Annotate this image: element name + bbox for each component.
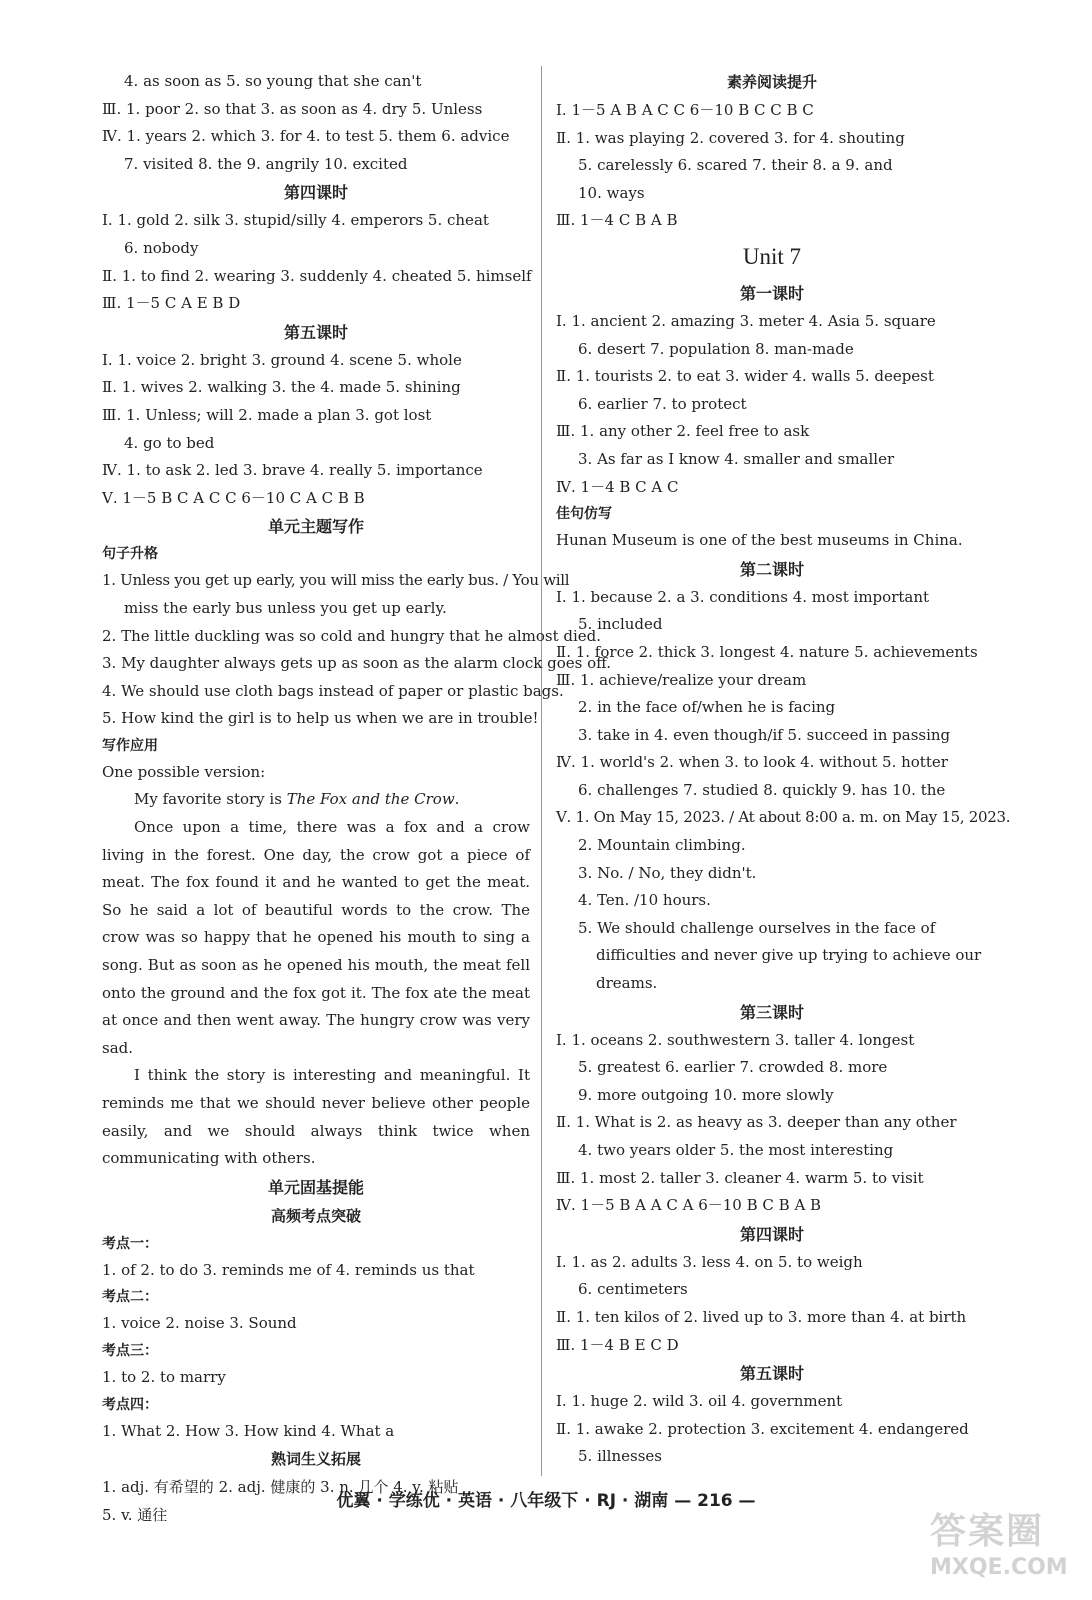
answer-line: 1. What 2. How 3. How kind 4. What a — [102, 1421, 395, 1440]
answer-line: Ⅳ. 1－4 B C A C — [556, 477, 679, 496]
sub-heading: 考点一： — [102, 1235, 158, 1252]
sub-heading: 考点三： — [102, 1342, 158, 1359]
line-punct: . — [454, 790, 460, 809]
answer-line: Ⅲ. 1－4 B E C D — [556, 1335, 679, 1354]
answer-line: Ⅳ. 1. years 2. which 3. for 4. to test 5. them 6. advice — [102, 127, 510, 146]
answer-line: Ⅰ. 1. voice 2. bright 3. ground 4. scene 5. whole — [102, 350, 462, 369]
sub-heading: 考点四： — [102, 1396, 158, 1413]
answer-line: Ⅲ. 1－4 C B A B — [556, 211, 678, 230]
section-heading: 第二课时 — [739, 559, 804, 579]
answer-line: 7. visited 8. the 9. angrily 10. excited — [124, 154, 408, 173]
answer-line: Ⅴ. 1. On May 15, 2023. / At about 8:00 a. m. on May 15, 2023. — [556, 808, 1011, 827]
answer-line: Ⅱ. 1. to find 2. wearing 3. suddenly 4. cheated 5. himself — [102, 266, 532, 285]
sub-heading: 写作应用 — [102, 737, 158, 754]
answer-line: 3. No. / No, they didn't. — [578, 863, 757, 882]
answer-line: 4. go to bed — [124, 433, 215, 452]
answer-line: 3. take in 4. even though/if 5. succeed in passing — [578, 725, 951, 744]
answer-line: Ⅴ. 1－5 B C A C C 6－10 C A C B B — [102, 488, 365, 507]
answer-line: 6. nobody — [124, 238, 199, 257]
answer-line: 2. in the face of/when he is facing — [578, 698, 836, 717]
answer-line: 5. We should challenge ourselves in the face of difficulties and never give up trying to achieve our dreams. — [578, 918, 982, 993]
answer-line: 6. desert 7. population 8. man-made — [578, 339, 854, 358]
answer-line: 2. The little duckling was so cold and hungry that he almost died. — [102, 626, 602, 645]
answer-line: Ⅱ. 1. wives 2. walking 3. the 4. made 5. shining — [102, 378, 461, 397]
answer-line: Ⅰ. 1. because 2. a 3. conditions 4. most important — [556, 587, 930, 606]
watermark-logo — [930, 1510, 1080, 1590]
section-heading: 素养阅读提升 — [726, 73, 817, 91]
section-heading: 高频考点突破 — [270, 1206, 361, 1225]
essay-paragraph: Once upon a time, there was a fox and a crow living in the forest. One day, the crow got a piece of meat. The fox found it and he wanted to get the meat. So he said a lot of beautiful words to the crow. The crow was so happy that he opened his mouth to sing a song. But as soon as he opened his mouth, the meat fell onto the ground and the fox got it. The fox ate the meat at once and then went away. The hungry crow was very sad. — [102, 818, 530, 1057]
answer-line: Ⅰ. 1. as 2. adults 3. less 4. on 5. to weigh — [556, 1252, 863, 1271]
answer-line: Ⅳ. 1. world's 2. when 3. to look 4. without 5. hotter — [556, 753, 948, 772]
answer-line: Ⅳ. 1. to ask 2. led 3. brave 4. really 5. importance — [102, 461, 483, 480]
page-footer: 优翼 · 学练优 · 英语 · 八年级下 · RJ · 湖南 — 216 — — [336, 1491, 756, 1511]
answer-line: Ⅳ. 1－5 B A A C A 6－10 B C B A B — [556, 1196, 822, 1215]
answer-line: Ⅰ. 1. gold 2. silk 3. stupid/silly 4. emperors 5. cheat — [102, 211, 489, 230]
section-heading: 第五课时 — [283, 322, 348, 342]
section-heading: 第三课时 — [739, 1002, 804, 1022]
answer-line: 5. illnesses — [578, 1447, 662, 1466]
answer-line: Ⅱ. 1. ten kilos of 2. lived up to 3. more than 4. at birth — [556, 1307, 967, 1326]
answer-line: 4. Ten. /10 hours. — [578, 891, 711, 910]
answer-line: Ⅰ. 1. ancient 2. amazing 3. meter 4. Asia 5. square — [556, 311, 936, 330]
answer-line: Ⅰ. 1－5 A B A C C 6－10 B C C B C — [556, 101, 814, 119]
answer-line: 1. to 2. to marry — [102, 1367, 226, 1386]
answer-line: 1. Unless you get up early, you will miss the early bus. / You will — [102, 571, 570, 590]
answer-line: Ⅲ. 1. Unless; will 2. made a plan 3. got lost — [102, 405, 432, 424]
answer-line: Ⅱ. 1. tourists 2. to eat 3. wider 4. walls 5. deepest — [556, 367, 934, 386]
answer-line: 4. two years older 5. the most interesting — [578, 1141, 894, 1159]
answer-line: Ⅰ. 1. oceans 2. southwestern 3. taller 4. longest — [556, 1030, 915, 1049]
answer-line: Ⅲ. 1. most 2. taller 3. cleaner 4. warm 5. to visit — [556, 1168, 924, 1187]
column-divider — [541, 66, 542, 1476]
answer-line: 6. challenges 7. studied 8. quickly 9. has 10. the — [578, 780, 946, 799]
watermark-url: MXQE.COM — [930, 1555, 1068, 1580]
answer-line: 1. of 2. to do 3. reminds me of 4. reminds us that — [102, 1260, 475, 1279]
answer-line: Ⅰ. 1. huge 2. wild 3. oil 4. government — [556, 1392, 843, 1411]
answer-line: miss the early bus unless you get up early. — [124, 598, 447, 617]
answer-line: Ⅲ. 1. achieve/realize your dream — [556, 670, 807, 689]
answer-line: 1. voice 2. noise 3. Sound — [102, 1314, 297, 1333]
essay-paragraph: I think the story is interesting and meaningful. It reminds me that we should never believe other people easily, and we should always think twice when communicating with others. — [102, 1066, 530, 1168]
answer-line: Ⅲ. 1. poor 2. so that 3. as soon as 4. dry 5. Unless — [102, 99, 483, 118]
answer-line: Ⅱ. 1. What is 2. as heavy as 3. deeper than any other — [556, 1113, 957, 1132]
sub-heading: 考点二： — [102, 1289, 158, 1306]
answer-line: 10. ways — [578, 183, 645, 202]
section-heading: 第五课时 — [739, 1364, 804, 1384]
answer-line: 5. greatest 6. earlier 7. crowded 8. more — [578, 1058, 888, 1077]
right-column — [556, 68, 1011, 1471]
answer-line: 6. earlier 7. to protect — [578, 394, 747, 413]
unit-title: Unit 7 — [742, 243, 802, 269]
section-heading: 单元主题写作 — [267, 517, 364, 537]
answer-line: Ⅱ. 1. awake 2. protection 3. excitement 4. endangered — [556, 1419, 969, 1438]
section-heading: 第一课时 — [739, 283, 804, 303]
answer-line: 4. We should use cloth bags instead of paper or plastic bags. — [102, 681, 564, 700]
section-heading: 第四课时 — [283, 183, 348, 203]
story-title: The Fox and the Crow — [286, 790, 455, 809]
answer-line: Ⅲ. 1－5 C A E B D — [102, 294, 241, 313]
sub-heading: 佳句仿写 — [556, 506, 612, 523]
answer-line: 3. My daughter always gets up as soon as the alarm clock goes off. — [102, 654, 612, 673]
answer-line — [102, 786, 530, 814]
answer-line: 3. As far as I know 4. smaller and smaller — [578, 449, 895, 468]
answer-line: 5. included — [578, 615, 663, 634]
answer-line: Ⅱ. 1. was playing 2. covered 3. for 4. shouting — [556, 128, 905, 147]
answer-line: Ⅲ. 1. any other 2. feel free to ask — [556, 422, 810, 441]
answer-line: 4. as soon as 5. so young that she can't — [124, 72, 422, 90]
section-heading: 单元固基提能 — [267, 1177, 364, 1197]
line-text: My favorite story is — [134, 790, 287, 809]
sub-heading: 句子升格 — [102, 546, 158, 563]
answer-line: One possible version: — [102, 762, 266, 781]
answer-line: Hunan Museum is one of the best museums in China. — [556, 531, 963, 550]
answer-line: 9. more outgoing 10. more slowly — [578, 1085, 834, 1104]
answer-line: 5. How kind the girl is to help us when we are in trouble! — [102, 709, 539, 728]
answer-line: 1. adj. 有希望的 2. adj. 健康的 3. n. 几个 4. v. 粘贴 — [102, 1478, 459, 1497]
section-heading: 熟词生义拓展 — [270, 1450, 361, 1469]
answer-line: Ⅱ. 1. force 2. thick 3. longest 4. nature 5. achievements — [556, 642, 978, 661]
section-heading: 第四课时 — [739, 1224, 804, 1244]
watermark-text: 答案圈 — [930, 1511, 1045, 1552]
answer-line: 2. Mountain climbing. — [578, 836, 746, 855]
answer-line: 6. centimeters — [578, 1280, 688, 1299]
answer-line: 5. v. 通往 — [102, 1505, 168, 1524]
answer-line: 5. carelessly 6. scared 7. their 8. a 9. and — [578, 156, 893, 175]
